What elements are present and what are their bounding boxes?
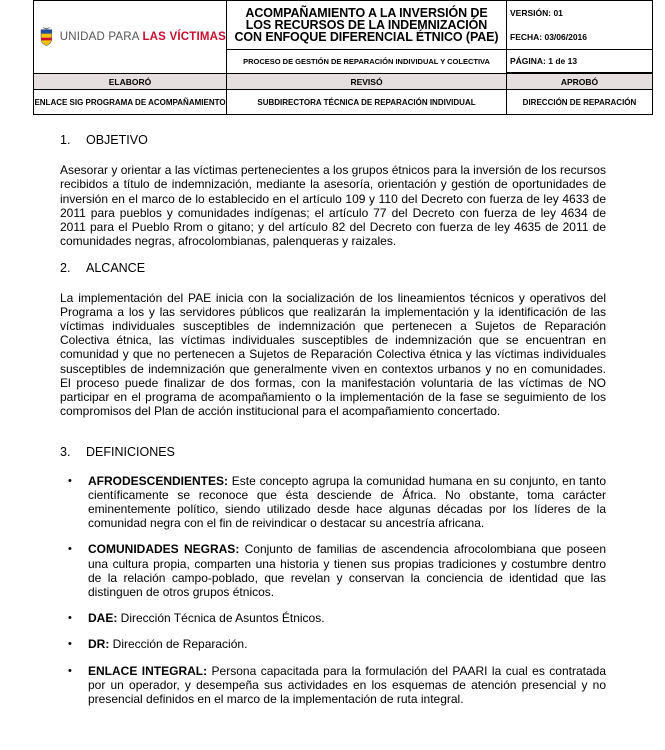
heading-text: OBJETIVO [86, 133, 148, 147]
process-name: PROCESO DE GESTIÓN DE REPARACIÓN INDIVIDUAL Y COLECTIVA [227, 50, 507, 74]
bullet-icon: • [68, 543, 72, 556]
logo-cell [34, 1, 227, 74]
document-title [227, 1, 507, 50]
colombia-crest-icon [39, 22, 54, 52]
role-value-elaboro: ENLACE SIG PROGRAMA DE ACOMPAÑAMIENTO [34, 90, 227, 115]
unidad-victimas-logo [34, 13, 226, 61]
version-label: VERSIÓN: 01 [510, 8, 563, 18]
heading-text: DEFINICIONES [86, 445, 175, 460]
title-line-2: LOS RECURSOS DE LA INDEMNIZACIÓN [245, 18, 488, 32]
definition-term: ENLACE INTEGRAL: [88, 663, 208, 678]
list-item [60, 664, 606, 707]
role-head-reviso: REVISÓ [227, 74, 507, 90]
definition-text: Este concepto agrupa la comunidad humana en su conjunto, en tanto científicamente se reconoce que ésta desciende de África. No obstante, toma carácter eminentemente político, siendo utilizado desde hace algunas décadas por los líderes de la comunidad negra con el fin de reivindicar o destacar su ancestría africana. [88, 473, 606, 531]
definition-term: DR: [88, 637, 110, 652]
definition-text: Dirección de Reparación. [109, 637, 248, 652]
definition-term: DAE: [88, 611, 118, 626]
heading-definiciones [60, 445, 606, 459]
bullet-icon: • [68, 638, 72, 651]
heading-objetivo [60, 133, 606, 147]
logo-text-part-a: UNIDAD PARA [59, 31, 143, 43]
role-head-elaboro: ELABORÓ [34, 74, 227, 90]
document-header [33, 0, 648, 116]
role-head-aprobo: APROBÓ [507, 74, 653, 90]
bullet-icon: • [68, 474, 72, 487]
definition-text: Conjunto de familias de ascendencia afrocolombiana que poseen una cultura propia, comparten una historia y tienen sus propias tradiciones y costumbre dentro de la relación campo-poblado, que revelan y conservan la conciencia de identidad que las distinguen de otros grupos étnicos. [88, 542, 606, 600]
title-line-3: CON ENFOQUE DIFERENCIAL ÉTNICO (PAE) [234, 30, 499, 44]
page-cell [507, 50, 653, 73]
heading-text: ALCANCE [86, 261, 146, 276]
title-line-1: ACOMPAÑAMIENTO A LA INVERSIÓN DE [245, 6, 488, 20]
definitions-list [60, 474, 606, 707]
document-body [60, 128, 606, 706]
role-value-aprobo: DIRECCIÓN DE REPARACIÓN [507, 90, 653, 115]
bullet-icon: • [68, 664, 72, 677]
definition-text: Dirección Técnica de Asuntos Étnicos. [117, 611, 325, 626]
date-label: FECHA: 03/06/2016 [510, 32, 588, 42]
heading-alcance [60, 261, 606, 275]
heading-number: 2. [60, 261, 71, 276]
paragraph-objetivo: Asesorar y orientar a las víctimas pertenecientes a los grupos étnicos para la inversión de los recursos recibidos a título de indemnización, mediante la asesoría, orientación y gestión de oportunidades de inversión en el marco de lo establecido en el artículo 109 y 110 del Decreto con fuerza de ley 4633 de 2011 para pueblos y comunidades indígenas; el artículo 77 del Decreto con fuerza de ley 4634 de 2011 para el Pueblo Rrom o gitano; y del artículo 82 del Decreto con fuerza de ley 4635 de 2011 de comunidades negras, afrocolombianas, palenqueras y raizales. [60, 163, 606, 249]
bullet-icon: • [68, 612, 72, 625]
page-label: PÁGINA: 1 de 13 [510, 56, 578, 66]
definition-term: COMUNIDADES NEGRAS: [88, 542, 240, 557]
list-item [60, 542, 606, 599]
version-cell [507, 1, 653, 50]
list-item [60, 637, 606, 651]
list-item [60, 474, 606, 531]
list-item [60, 611, 606, 625]
definition-term: AFRODESCENDIENTES: [88, 473, 229, 488]
logo-text-part-b: LAS VÍCTIMAS [142, 31, 226, 43]
definition-text: Persona capacitada para la formulación del PAARI la cual es contratada por un operador, y desempeña sus actividades en los esquemas de atención presencial y no presencial definidos en el marco de la implementación de ruta integral. [88, 663, 606, 707]
heading-number: 3. [60, 445, 71, 460]
role-value-reviso: SUBDIRECTORA TÉCNICA DE REPARACIÓN INDIVIDUAL [227, 90, 507, 115]
heading-number: 1. [60, 133, 71, 147]
paragraph-alcance: La implementación del PAE inicia con la socialización de los lineamientos técnicos y operativos del Programa a los y las servidores públicos que realizarán la implementación y la identificación de las víctimas individuales susceptibles de indemnización que pertenecen a Sujetos de Reparación Colectiva étnica, las víctimas individuales susceptibles de indemnización que se encuentran en comunidad y que no pertenecen a Sujetos de Reparación Colectiva étnica y las víctimas individuales susceptibles de indemnización que generalmente viven en contextos urbanos y no en comunidades. El proceso puede finalizar de dos formas, con la manifestación voluntaria de las víctimas de NO participar en el programa de acompañamiento o la implementación de la fase se seguimiento de los compromisos del Plan de acción institucional para el acompañamiento concertado. [60, 290, 606, 419]
